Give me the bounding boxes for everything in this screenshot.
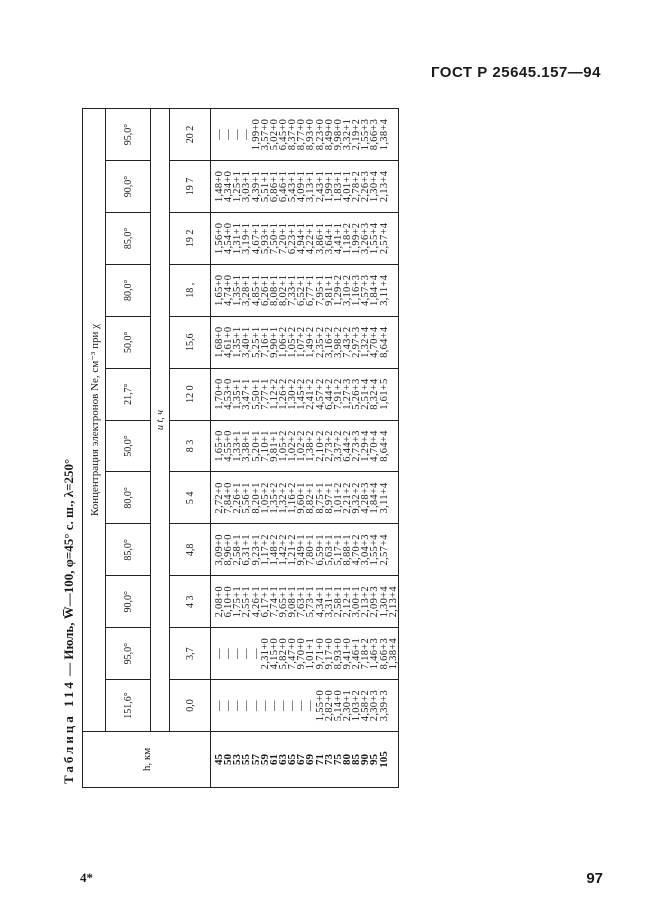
value-cell: — xyxy=(232,700,244,711)
value-cell: 7,20+1 xyxy=(277,222,289,255)
height-value: 90 xyxy=(359,754,372,765)
value-cell: 1,55+3 xyxy=(360,118,372,151)
value-cell: 3,16+2 xyxy=(323,326,335,358)
value-cell: 1,30+2 xyxy=(287,378,299,410)
value-cell: 6,23+1 xyxy=(287,222,299,255)
table-rotated-content xyxy=(56,108,616,788)
value-cell: 1,05+2 xyxy=(259,482,271,514)
height-value: 95 xyxy=(368,754,381,765)
value-cell: — xyxy=(259,700,271,711)
value-cell: 1,21+2 xyxy=(287,534,299,566)
value-column xyxy=(211,264,399,316)
value-column xyxy=(211,576,399,628)
time-label: 12 0 xyxy=(170,368,211,420)
value-cell: 5,51+1 xyxy=(259,170,271,203)
value-cell: 6,31+1 xyxy=(241,534,253,566)
value-cell: 6,17+1 xyxy=(259,586,271,618)
value-cell: 1,75+1 xyxy=(232,586,244,618)
value-cell: 4,57+2 xyxy=(314,378,326,410)
value-cell: 2,51+4 xyxy=(360,378,372,410)
value-column xyxy=(211,316,399,368)
chi-label: 50,0° xyxy=(106,316,151,368)
value-column xyxy=(211,472,399,524)
value-cell: — xyxy=(277,700,289,711)
value-cell: 3,00+1 xyxy=(351,586,363,618)
value-cell: 2,09+3 xyxy=(369,586,381,618)
value-cell: — xyxy=(241,648,253,660)
value-cell: 9,70+0 xyxy=(296,637,308,670)
time-label: 4,8 xyxy=(170,524,211,576)
value-cell: 6,44+2 xyxy=(323,378,335,410)
value-cell: 6,26+1 xyxy=(259,274,271,306)
value-cell: 1,61+5 xyxy=(378,378,390,410)
value-cell: 3,09+0 xyxy=(214,534,225,566)
value-cell: 2,10+2 xyxy=(314,430,326,462)
value-cell: 3,11+4 xyxy=(378,482,390,514)
value-cell: 7,10+1 xyxy=(259,430,271,462)
value-cell: 1,55+4 xyxy=(369,222,381,255)
value-cell: 2,35+2 xyxy=(314,326,326,358)
value-cell: 9,32+2 xyxy=(351,482,363,514)
value-column xyxy=(211,628,399,680)
value-cell: 7,74+1 xyxy=(268,586,280,618)
height-value: 73 xyxy=(322,754,335,765)
value-cell: 5,50+1 xyxy=(250,378,262,410)
rotated-table-area xyxy=(56,108,616,788)
value-cell: 5,20+1 xyxy=(250,430,262,462)
value-cell: 9,90+1 xyxy=(268,326,280,358)
value-cell: 4,01+1 xyxy=(341,170,353,203)
value-column xyxy=(211,109,399,161)
value-cell: 8,02+1 xyxy=(277,274,289,306)
height-value: 53 xyxy=(231,754,244,765)
value-cell: 2,82+0 xyxy=(323,689,335,722)
value-cell: 7,95+1 xyxy=(314,274,326,306)
value-cell: 8,75+1 xyxy=(314,482,326,514)
value-cell: 3,11+4 xyxy=(378,274,390,306)
value-cell: 1,35+2 xyxy=(268,482,280,514)
value-cell: 1,16+2 xyxy=(287,482,299,514)
value-cell: 4,22+1 xyxy=(305,222,317,255)
value-cell: 2,21+2 xyxy=(341,482,353,514)
value-cell: 4,39+1 xyxy=(250,170,262,203)
time-label: 3,7 xyxy=(170,628,211,680)
value-cell: 4,61+0 xyxy=(223,326,235,358)
value-cell: 1,65+0 xyxy=(214,274,225,306)
value-cell: 1,42+2 xyxy=(277,534,289,566)
value-cell: 3,98+2 xyxy=(332,326,344,358)
footer-mark: 4* xyxy=(80,870,93,885)
value-cell: 3,64+1 xyxy=(323,222,335,255)
value-cell: 1,35+1 xyxy=(232,378,244,410)
time-label: 20 2 xyxy=(170,109,211,161)
value-cell: 1,38+4 xyxy=(387,637,399,670)
height-value: 80 xyxy=(340,754,353,765)
page-number: 97 xyxy=(586,870,603,887)
height-value: 45 xyxy=(213,754,225,765)
value-cell: 1,05+2 xyxy=(287,326,299,358)
value-cell: — xyxy=(305,700,317,711)
value-cell: 5,63+1 xyxy=(323,534,335,566)
value-cell: 1,03+2 xyxy=(351,689,363,722)
value-cell: 6,45+0 xyxy=(277,118,289,151)
value-cell: — xyxy=(296,700,308,711)
value-cell: 6,46+1 xyxy=(277,170,289,203)
value-cell: 4,41+1 xyxy=(332,222,344,255)
value-cell: 8,08+1 xyxy=(268,274,280,306)
value-cell: 1,32+2 xyxy=(277,482,289,514)
value-cell: 1,99+0 xyxy=(250,118,262,151)
value-column xyxy=(211,368,399,420)
value-cell: 1,30+4 xyxy=(378,586,390,618)
value-cell: 1,84+4 xyxy=(369,482,381,514)
value-cell: 2,31+0 xyxy=(259,637,271,670)
value-cell: 4,67+1 xyxy=(250,222,262,255)
value-cell: 7,63+1 xyxy=(296,586,308,618)
value-cell: 6,52+1 xyxy=(296,274,308,306)
value-cell: 2,12+1 xyxy=(341,586,353,618)
value-cell: 1,84+4 xyxy=(369,274,381,306)
value-cell: 8,64+4 xyxy=(378,326,390,358)
value-cell: 5,26+3 xyxy=(351,378,363,410)
height-value: 57 xyxy=(249,754,262,765)
time-label: 5 4 xyxy=(170,472,211,524)
height-value: 63 xyxy=(276,754,289,765)
value-cell: 1,83+1 xyxy=(332,170,344,203)
value-cell: 1,46+3 xyxy=(369,637,381,670)
chi-label: 151,6° xyxy=(106,680,151,732)
value-cell: 8,93+0 xyxy=(305,118,317,151)
value-cell: — xyxy=(250,648,262,660)
value-cell: 2,26+3 xyxy=(360,170,372,203)
value-cell: 2,46+1 xyxy=(351,637,363,670)
value-cell: 2,97+3 xyxy=(351,326,363,358)
value-cell: 7,84+0 xyxy=(223,482,235,514)
chi-label: 90,0° xyxy=(106,576,151,628)
value-cell: 6,86+1 xyxy=(268,170,280,203)
value-cell: 2,72+0 xyxy=(214,482,225,514)
value-cell: 7,77+1 xyxy=(259,378,271,410)
time-label: 4 3 xyxy=(170,576,211,628)
chi-label: 90,0° xyxy=(106,161,151,213)
value-cell: 1,25+1 xyxy=(232,170,244,203)
value-cell: — xyxy=(241,129,253,140)
value-cell: 8,32+4 xyxy=(369,378,381,410)
value-cell: 4,34+0 xyxy=(223,170,235,203)
value-cell: 5,25+1 xyxy=(250,326,262,358)
value-cell: 7,50+1 xyxy=(268,222,280,255)
value-cell: 7,47+0 xyxy=(287,637,299,670)
value-cell: 1,45+2 xyxy=(296,378,308,410)
value-cell: 8,97+1 xyxy=(323,482,335,514)
value-cell: — xyxy=(223,700,235,711)
value-cell: 7,18+2 xyxy=(360,637,372,670)
value-cell: 8,93+0 xyxy=(332,637,344,670)
value-cell: 3,47+1 xyxy=(241,378,253,410)
value-cell: 3,86+1 xyxy=(314,222,326,255)
value-cell: 8,20+1 xyxy=(250,482,262,514)
value-cell: 1,02+2 xyxy=(287,430,299,462)
value-column xyxy=(211,524,399,576)
value-cell: 9,98+0 xyxy=(332,118,344,151)
value-cell: 1,12+2 xyxy=(268,378,280,410)
value-cell: 1,35+1 xyxy=(232,326,244,358)
value-cell: 4,70+4 xyxy=(369,326,381,358)
height-value: 67 xyxy=(295,754,308,765)
value-cell: 4,15+0 xyxy=(268,637,280,670)
value-cell: 1,99+1 xyxy=(323,170,335,203)
value-cell: 5,17+1 xyxy=(332,534,344,566)
height-value: 61 xyxy=(267,754,280,765)
chi-label: 80,0° xyxy=(106,472,151,524)
value-cell: 1,38+2 xyxy=(305,430,317,462)
value-cell: — xyxy=(214,700,225,711)
value-cell: 3,28+1 xyxy=(241,274,253,306)
standard-code: ГОСТ Р 25645.157—94 xyxy=(430,64,601,81)
value-cell: — xyxy=(287,700,299,711)
value-cell: 5,43+1 xyxy=(287,170,299,203)
value-cell: 2,08+0 xyxy=(214,586,225,618)
concentration-header: Концентрация электронов Ne, см⁻³ при χ xyxy=(83,109,106,732)
heights-column xyxy=(211,732,399,788)
value-cell: 5,14+0 xyxy=(332,689,344,722)
value-cell: 2,58+1 xyxy=(332,586,344,618)
value-cell: 1,33+1 xyxy=(232,430,244,462)
value-cell: 2,30+1 xyxy=(341,689,353,722)
value-cell: 2,30+3 xyxy=(369,689,381,722)
time-label: 8 3 xyxy=(170,420,211,472)
value-cell: 8,49+0 xyxy=(323,118,335,151)
value-cell: 1,38+4 xyxy=(378,118,390,151)
value-cell: 9,49+1 xyxy=(296,534,308,566)
value-cell: 4,26+1 xyxy=(250,586,262,618)
value-cell: 4,74+0 xyxy=(223,274,235,306)
value-cell: 1,48+0 xyxy=(214,170,225,203)
table-caption-text: — Июль, W̅—100, φ=45° с. ш., λ=250° xyxy=(61,458,76,680)
value-cell: 3,13+1 xyxy=(305,170,317,203)
value-cell: 4,34+1 xyxy=(314,586,326,618)
value-cell: — xyxy=(214,129,225,140)
value-cell: 4,70+4 xyxy=(369,430,381,462)
value-cell: 8,77+0 xyxy=(296,118,308,151)
value-cell: — xyxy=(250,700,262,711)
value-cell: 1,05+2 xyxy=(277,430,289,462)
value-cell: 7,43+2 xyxy=(341,326,353,358)
value-cell: 7,16+1 xyxy=(259,326,271,358)
value-cell: — xyxy=(214,648,225,660)
value-cell: 8,23+0 xyxy=(314,118,326,151)
value-cell: 2,13+4 xyxy=(387,586,399,618)
chi-label: 80,0° xyxy=(106,264,151,316)
value-cell: 1,30+4 xyxy=(369,170,381,203)
height-value: 69 xyxy=(304,754,317,765)
value-cell: 1,02+2 xyxy=(296,430,308,462)
electron-concentration-table xyxy=(82,108,399,788)
time-label: 15,6 xyxy=(170,316,211,368)
height-value: 85 xyxy=(350,754,363,765)
value-cell: 2,13+2 xyxy=(360,586,372,618)
time-label: 19 7 xyxy=(170,161,211,213)
table-caption-label: Таблица 114 xyxy=(61,679,76,784)
value-cell: 2,58+1 xyxy=(232,534,244,566)
value-cell: 9,08+1 xyxy=(287,586,299,618)
value-cell: 8,88+1 xyxy=(341,534,353,566)
table-caption xyxy=(56,108,82,788)
height-value: 50 xyxy=(222,754,235,765)
value-cell: 5,93+1 xyxy=(259,222,271,255)
time-label: 19 2 xyxy=(170,212,211,264)
value-cell: 2,55+1 xyxy=(241,586,253,618)
value-cell: 2,78+2 xyxy=(351,170,363,203)
chi-label: 95,0° xyxy=(106,628,151,680)
value-cell: 1,32+4 xyxy=(360,326,372,358)
value-cell: 6,77+1 xyxy=(305,274,317,306)
value-cell: 1,56+0 xyxy=(214,222,225,255)
value-cell: 3,19+1 xyxy=(241,222,253,255)
value-cell: 3,26+3 xyxy=(360,222,372,255)
value-cell: 9,23+1 xyxy=(250,534,262,566)
time-label: 0,0 xyxy=(170,680,211,732)
value-cell: 5,02+0 xyxy=(268,118,280,151)
value-cell: — xyxy=(268,700,280,711)
value-cell: 1,55+4 xyxy=(369,534,381,566)
value-cell: 8,66+3 xyxy=(369,118,381,151)
value-cell: 6,44+2 xyxy=(341,430,353,462)
value-cell: 5,56+1 xyxy=(241,482,253,514)
value-cell: 1,68+0 xyxy=(214,326,225,358)
value-cell: 1,17+2 xyxy=(259,534,271,566)
value-cell: 3,10+2 xyxy=(341,274,353,306)
height-value: 59 xyxy=(258,754,271,765)
value-cell: 3,32+1 xyxy=(341,118,353,151)
value-cell: 4,28+3 xyxy=(360,482,372,514)
value-cell: 4,09+1 xyxy=(296,170,308,203)
value-cell: 9,81+1 xyxy=(268,430,280,462)
value-cell: 9,17+0 xyxy=(323,637,335,670)
value-cell: 6,10+0 xyxy=(223,586,235,618)
height-value: 65 xyxy=(286,754,299,765)
value-cell: 9,71+0 xyxy=(314,637,326,670)
time-label: 18 , xyxy=(170,264,211,316)
value-cell: 5,82+0 xyxy=(277,637,289,670)
value-cell: 8,66+3 xyxy=(378,637,390,670)
value-cell: 1,55+0 xyxy=(314,689,326,722)
value-cell: 3,37+2 xyxy=(332,430,344,462)
value-cell: 3,39+3 xyxy=(378,689,390,722)
chi-label: 50,0° xyxy=(106,420,151,472)
value-column xyxy=(211,680,399,732)
value-cell: 1,29+4 xyxy=(360,430,372,462)
value-cell: 2,73+2 xyxy=(323,430,335,462)
value-cell: 8,64+4 xyxy=(378,430,390,462)
value-cell: 7,91+2 xyxy=(332,378,344,410)
height-header: h, км xyxy=(83,732,211,788)
value-cell: 9,41+0 xyxy=(341,637,353,670)
value-cell: 4,58+2 xyxy=(360,689,372,722)
value-cell: 3,03+1 xyxy=(241,170,253,203)
value-cell: 2,43+1 xyxy=(314,170,326,203)
height-value: 55 xyxy=(240,754,253,765)
value-cell: 9,60+1 xyxy=(296,482,308,514)
value-cell: 1,18+2 xyxy=(341,222,353,255)
chi-label: 85,0° xyxy=(106,212,151,264)
value-cell: 1,06+2 xyxy=(277,326,289,358)
height-value: 75 xyxy=(331,754,344,765)
chi-label: 21,7° xyxy=(106,368,151,420)
value-cell: 1,99+2 xyxy=(351,222,363,255)
value-cell: 4,54+0 xyxy=(223,222,235,255)
value-cell: 3,31+1 xyxy=(323,586,335,618)
value-column xyxy=(211,420,399,472)
value-cell: 1,27+3 xyxy=(341,378,353,410)
value-cell: 1,07+2 xyxy=(296,326,308,358)
value-cell: 4,55+0 xyxy=(223,430,235,462)
value-cell: 8,96+0 xyxy=(223,534,235,566)
value-cell: — xyxy=(232,129,244,140)
value-cell: 4,53+0 xyxy=(223,378,235,410)
value-column xyxy=(211,212,399,264)
value-cell: 1,01+1 xyxy=(305,637,317,670)
value-cell: 4,57+3 xyxy=(360,274,372,306)
value-cell: 2,41+2 xyxy=(305,378,317,410)
value-cell: 3,04+3 xyxy=(360,534,372,566)
value-column xyxy=(211,161,399,213)
value-cell: 7,33+1 xyxy=(287,274,299,306)
value-cell: 1,26+2 xyxy=(277,378,289,410)
value-cell: 1,48+2 xyxy=(268,534,280,566)
value-cell: 3,57+0 xyxy=(259,118,271,151)
value-cell: 1,70+0 xyxy=(214,378,225,410)
value-cell: — xyxy=(241,700,253,711)
value-cell: 8,82+1 xyxy=(305,482,317,514)
value-cell: 2,26+1 xyxy=(232,482,244,514)
value-cell: 3,40+1 xyxy=(241,326,253,358)
local-time-header: и t, ч xyxy=(151,109,170,732)
value-cell: — xyxy=(232,648,244,660)
value-cell: 1,01+2 xyxy=(332,482,344,514)
value-cell: 9,81+1 xyxy=(323,274,335,306)
value-cell: 9,65+1 xyxy=(277,586,289,618)
value-cell: 2,73+3 xyxy=(351,430,363,462)
value-cell: 4,94+1 xyxy=(296,222,308,255)
value-cell: — xyxy=(223,648,235,660)
chi-label: 85,0° xyxy=(106,524,151,576)
value-cell: 2,57+4 xyxy=(378,222,390,255)
value-cell: 4,70+2 xyxy=(351,534,363,566)
value-cell: 4,85+1 xyxy=(250,274,262,306)
value-cell: 1,31+1 xyxy=(232,222,244,255)
value-cell: 1,65+0 xyxy=(214,430,225,462)
value-cell: 1,16+3 xyxy=(351,274,363,306)
value-cell: 2,19+2 xyxy=(351,118,363,151)
value-cell: 1,35+1 xyxy=(232,274,244,306)
value-cell: 6,59+1 xyxy=(314,534,326,566)
value-cell: 2,57+4 xyxy=(378,534,390,566)
value-cell: 1,29+2 xyxy=(332,274,344,306)
value-cell: 7,80+1 xyxy=(305,534,317,566)
value-cell: 2,13+4 xyxy=(378,170,390,203)
height-value: 105 xyxy=(377,751,390,768)
value-cell: 3,38+1 xyxy=(241,430,253,462)
value-cell: — xyxy=(223,129,235,140)
height-value: 71 xyxy=(313,754,326,765)
chi-label: 95,0° xyxy=(106,109,151,161)
value-cell: 8,37+0 xyxy=(287,118,299,151)
value-cell: 5,73+1 xyxy=(305,586,317,618)
value-cell: 1,49+2 xyxy=(305,326,317,358)
